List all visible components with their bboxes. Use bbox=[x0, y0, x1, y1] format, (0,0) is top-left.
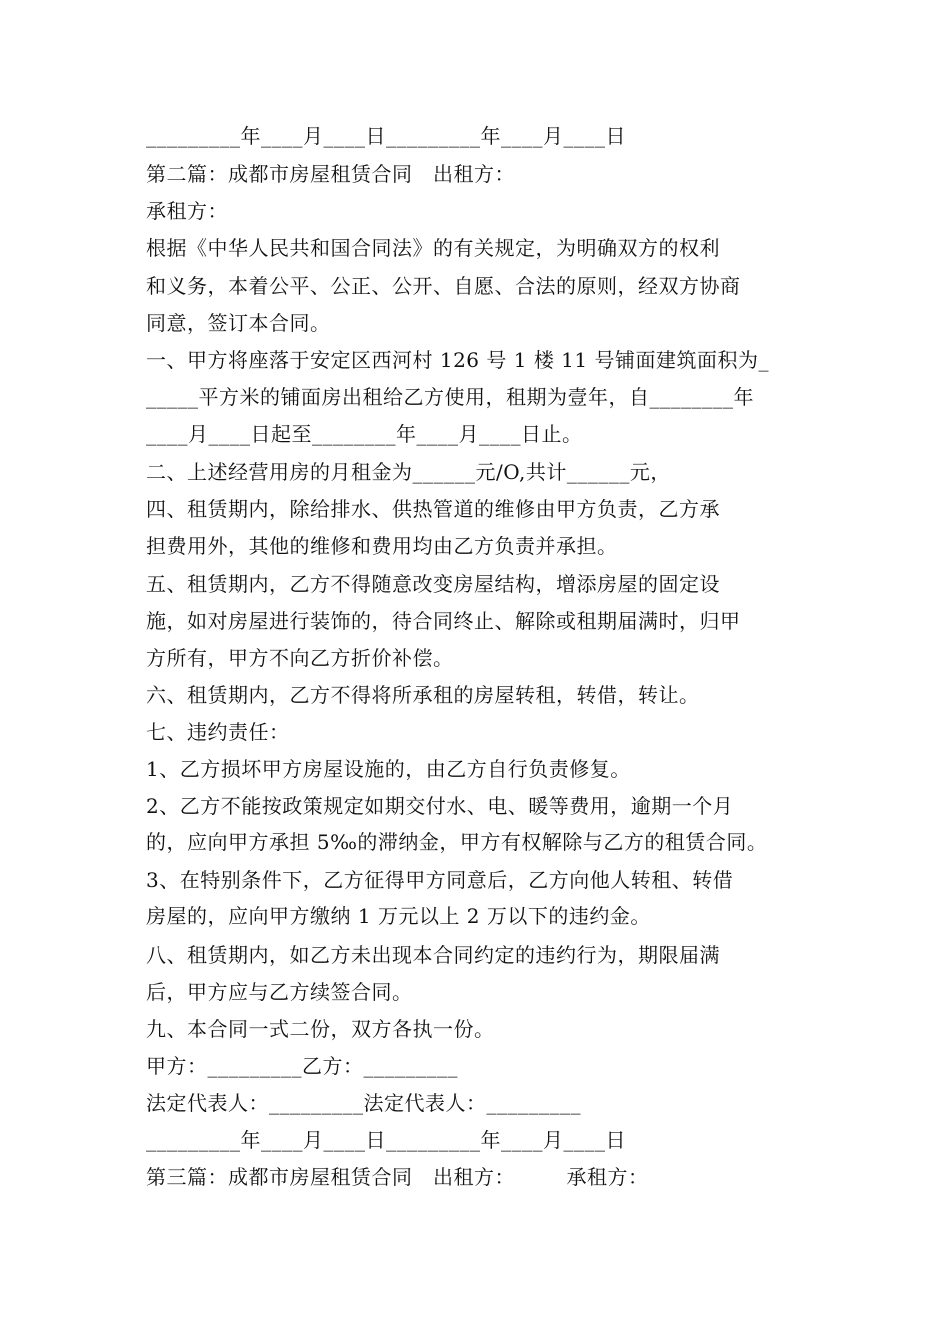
text-line: ____月____日起至________年____月____日止。 bbox=[146, 422, 583, 446]
text-line: 施，如对房屋进行装饰的，待合同终止、解除或租期届满时，归甲 bbox=[146, 609, 741, 633]
text-line: _____平方米的铺面房出租给乙方使用，租期为壹年，自________年 bbox=[146, 385, 754, 409]
text-line: 方所有，甲方不向乙方折价补偿。 bbox=[146, 646, 454, 670]
date-line: _________年____月____日_________年____月____日 bbox=[146, 124, 626, 148]
text-line: 五、租赁期内，乙方不得随意改变房屋结构，增添房屋的固定设 bbox=[146, 572, 720, 596]
text-line: 和义务，本着公平、公正、公开、自愿、合法的原则，经双方协商 bbox=[146, 274, 741, 298]
text-line: 后，甲方应与乙方续签合同。 bbox=[146, 980, 413, 1004]
date-line: _________年____月____日_________年____月____日 bbox=[146, 1128, 626, 1152]
text-line: 一、甲方将座落于安定区西河村 126 号 1 楼 11 号铺面建筑面积为_ bbox=[146, 348, 769, 372]
signature-line: 甲方：_________乙方：_________ bbox=[146, 1054, 458, 1078]
text-line: 七、违约责任： bbox=[146, 720, 290, 744]
text-line: 1、乙方损坏甲方房屋设施的，由乙方自行负责修复。 bbox=[146, 757, 631, 781]
text-line: 四、租赁期内，除给排水、供热管道的维修由甲方负责，乙方承 bbox=[146, 497, 720, 521]
text-line: 六、租赁期内，乙方不得将所承租的房屋转租，转借，转让。 bbox=[146, 683, 700, 707]
signature-line: 法定代表人：_________法定代表人：_________ bbox=[146, 1091, 581, 1115]
text-line: 2、乙方不能按政策规定如期交付水、电、暖等费用，逾期一个月 bbox=[146, 794, 734, 818]
text-line: 同意，签订本合同。 bbox=[146, 311, 331, 335]
text-line: 二、上述经营用房的月租金为______元/O,共计______元， bbox=[146, 460, 671, 484]
text-line: 根据《中华人民共和国合同法》的有关规定，为明确双方的权利 bbox=[146, 236, 720, 260]
text-line: 九、本合同一式二份，双方各执一份。 bbox=[146, 1017, 495, 1041]
text-line: 房屋的，应向甲方缴纳 1 万元以上 2 万以下的违约金。 bbox=[146, 904, 651, 928]
text-line: 八、租赁期内，如乙方未出现本合同约定的违约行为，期限届满 bbox=[146, 943, 720, 967]
text-line: 担费用外，其他的维修和费用均由乙方负责并承担。 bbox=[146, 534, 618, 558]
text-line: 承租方： bbox=[146, 199, 228, 223]
text-line: 3、在特别条件下，乙方征得甲方同意后，乙方向他人转租、转借 bbox=[146, 868, 734, 892]
text-line: 的，应向甲方承担 5‰的滞纳金，甲方有权解除与乙方的租赁合同。 bbox=[146, 830, 768, 854]
section-heading: 第二篇：成都市房屋租赁合同 出租方： bbox=[146, 162, 515, 186]
section-heading: 第三篇：成都市房屋租赁合同 出租方： 承租方： bbox=[146, 1165, 649, 1189]
